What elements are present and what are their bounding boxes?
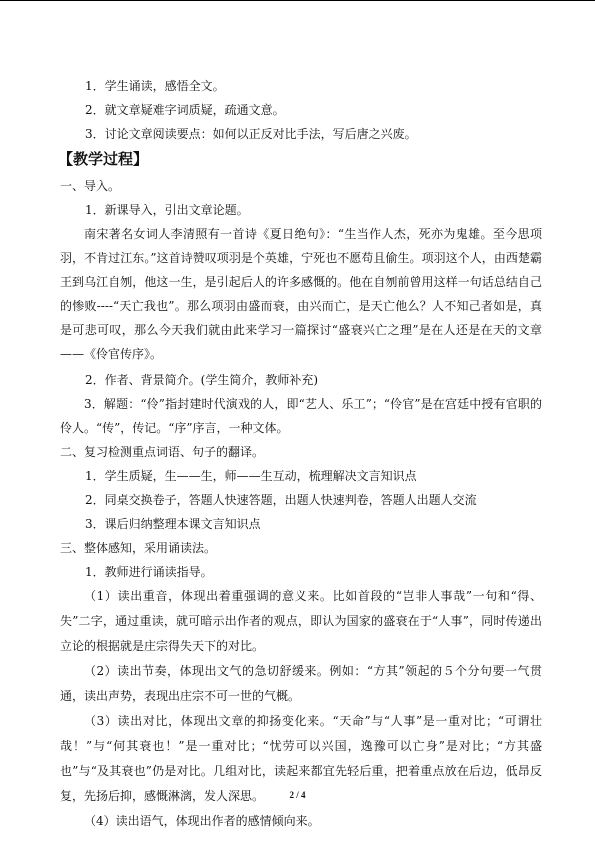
part3-step1: 1．教师进行诵读指导。 xyxy=(85,565,213,579)
part2-item-2: 2．同桌交换卷子，答题人快速答题，出题人快速判卷，答题人出题人交流 xyxy=(85,493,477,507)
goal-1: 1．学生诵读，感悟全文。 xyxy=(85,79,225,93)
goal-2: 2．就文章疑难字词质疑，疏通文意。 xyxy=(85,103,285,117)
reading-point-2: （2）读出节奏，体现出文气的急切舒缓来。例如：“方其”领起的５个分句要一气贯通，读出声势，表现出庄宗不可一世的气概。 xyxy=(60,664,542,703)
part3-title: 三、整体感知，采用诵读法。 xyxy=(60,541,217,555)
page-number: 2 / 4 xyxy=(289,790,306,800)
goal-3: 3．讨论文章阅读要点：如何以正反对比手法，写后唐之兴废。 xyxy=(85,127,417,141)
part1-title: 一、导入。 xyxy=(60,179,121,193)
part2-item-3: 3．课后归纳整理本课文言知识点 xyxy=(85,517,261,531)
part2-item-1: 1．学生质疑，生——生，师——生互动，梳理解决文言知识点 xyxy=(85,469,417,483)
page-content xyxy=(60,74,542,834)
part1-step1: 1．新课导入，引出文章论题。 xyxy=(85,203,249,217)
top-rule xyxy=(0,0,595,1)
reading-point-1: （1）读出重音，体现出着重强调的意义来。比如首段的“岂非人事哉”一句和“得、失”二字，通过重读，就可暗示出作者的观点，即认为国家的盛衰在于“人事”，同时传递出立论的根据就是庄宗得失天下的对比。 xyxy=(60,589,542,653)
intro-paragraph: 南宋著名女词人李清照有一首诗《夏日绝句》：“生当作人杰，死亦为鬼雄。至今思项羽，不肯过江东。”这首诗赞叹项羽是个英雄，宁死也不愿苟且偷生。项羽这个人，由西楚霸王到乌江自刎，他这一生，是引起后人的许多感慨的。他在自刎前曾用这样一句话总结自己的惨败----“天亡我也”。那么项羽由盛而衰，由兴而亡，是天亡他么？人不知己者如是，真是可悲可叹，那么今天我们就由此来学习一篇探讨“盛衰兴亡之理”是在人还是在天的文章——《伶官传序》。 xyxy=(60,227,542,361)
reading-point-3: （3）读出对比，体现出文章的抑扬变化来。“天命”与“人事”是一重对比；“可谓壮哉！”与“何其衰也！”是一重对比；“忧劳可以兴国，逸豫可以亡身”是对比；“方其盛也”与“及其衰也”仍是对比。几组对比，读起来都宜先轻后重，把着重点放在后边，低昂反复，先扬后抑，感慨淋漓，发人深思。 xyxy=(60,714,542,803)
part2-title: 二、复习检测重点词语、句子的翻译。 xyxy=(60,445,265,459)
part1-step2: 2．作者、背景简介。(学生简介，教师补充) xyxy=(85,373,318,387)
part1-step3: 3．解题：“伶”指封建时代演戏的人，即“艺人、乐工”；“伶官”是在宫廷中授有官职的伶人。“传”，传记。“序”序言，一种文体。 xyxy=(60,397,542,435)
section-heading: 【教学过程】 xyxy=(58,150,149,168)
reading-point-4: （4）读出语气，体现出作者的感情倾向来。 xyxy=(84,814,320,828)
